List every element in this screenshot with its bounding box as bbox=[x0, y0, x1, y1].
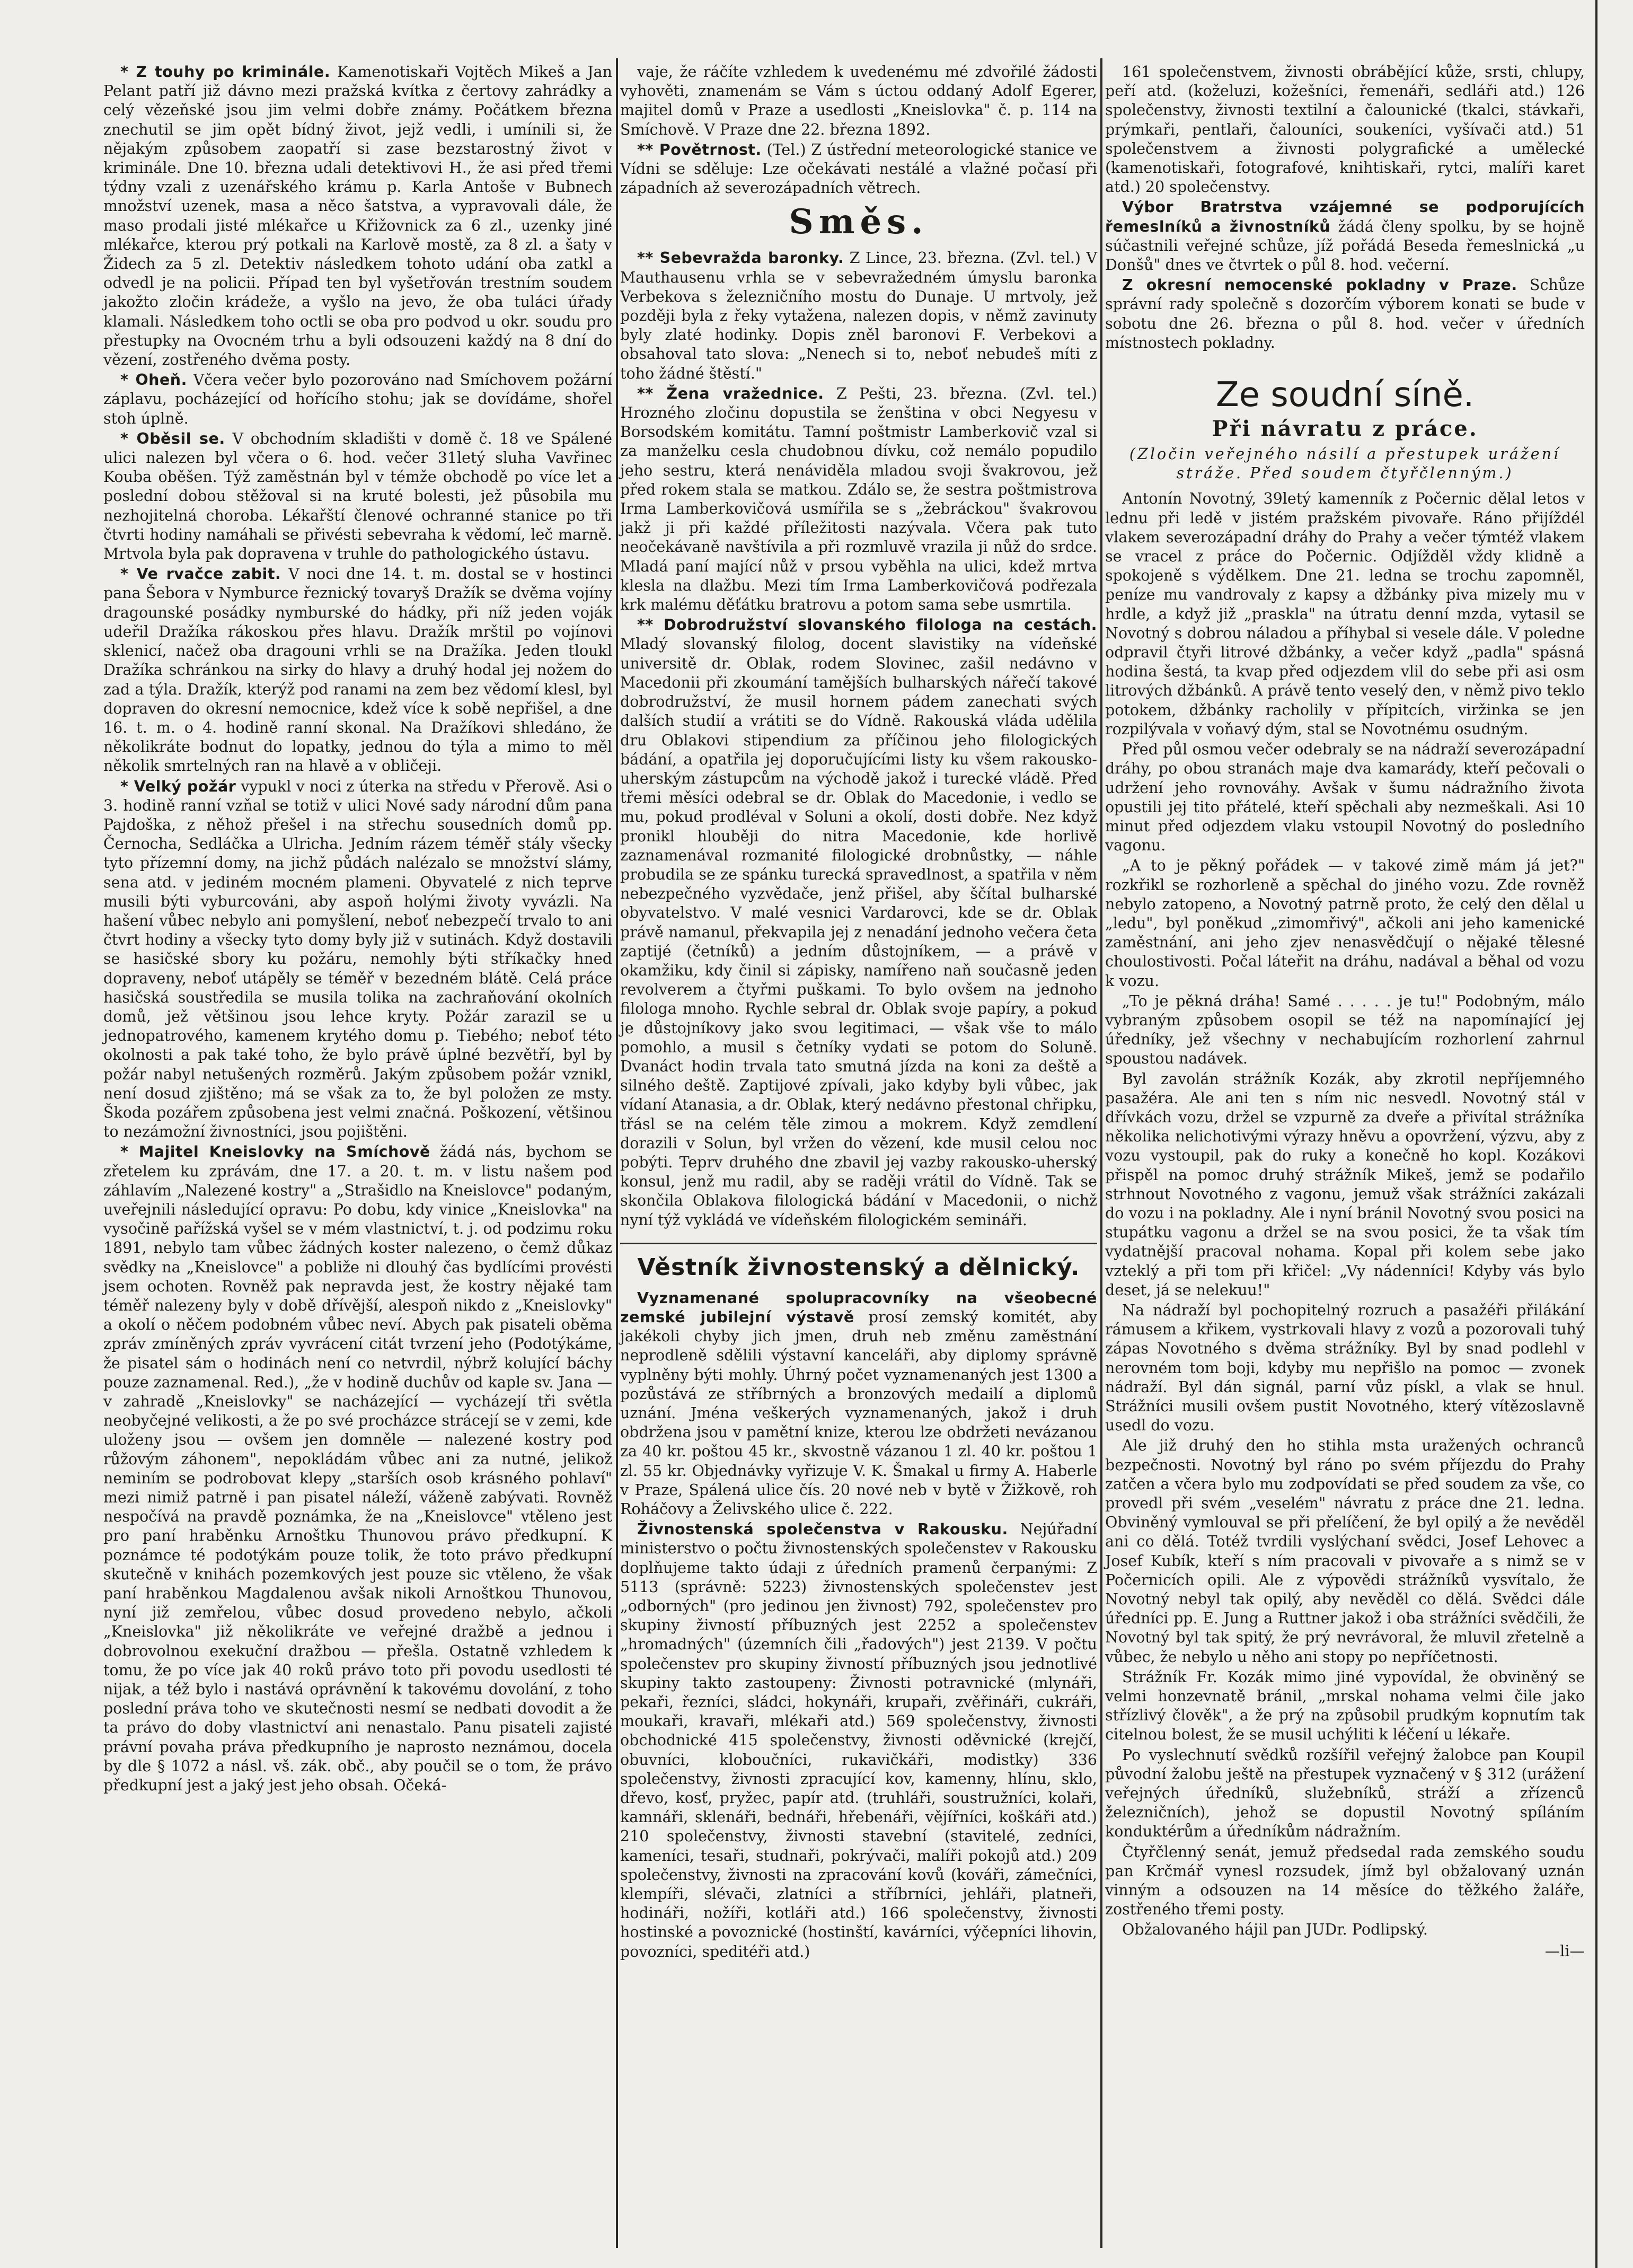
article-text: Před půl osmou večer odebraly se na nádraží severozápadní dráhy, po obou stranách maje dva kamarády, kteří pečovali o udržení jeho rovnováhy. Avšak v šumu nádražního života opustili jej tito přátelé, kteří spěchali aby nezmeškali. Asi 10 minut před odjezdem vlaku vstoupil Novotný do posledního vagonu. bbox=[1105, 741, 1585, 855]
article-text: V noci dne 14. t. m. dostal se v hostinci pana Šebora v Nymburce řeznický tovaryš Dražík se dvěma vojíny dragounské posádky nymburské do hádky, při níž jeden voják udeřil Dražíka rákoskou přes hlavu. Dražík mrštil po vojínovi sklenicí, načež oba dragouni vrhli se na Dražíka. Jeden tloukl Dražíka schránkou na sirky do hlavy a druhý hodal jej nožem do zad a týla. Dražík, kterýž pod ranami na zem bez vědomí klesl, byl dopraven do okresní nemocnice, kdež více k sobě nepřišel, a dne 16. t. m. o 4. hodině ranní skonal. Na Dražíkovi shledáno, že několikráte bodnut do lopatky, jednou do týla a mimo to měl několik smrtelných ran na hlavě a v obličeji. bbox=[103, 565, 612, 775]
section-title-smes: Směs. bbox=[789, 202, 929, 242]
article-paragraph bbox=[1105, 1436, 1585, 1666]
article-headline: ** Sebevražda baronky. bbox=[637, 249, 844, 267]
article-text: Na nádraží byl pochopitelný rozruch a pasažéři přilákání rámusem a křikem, vystrkovali hlavy z vozů a pozorovali tuhý zápas Novotného s dvěma strážníky. Byl by snad podlehl v nerovném tom boji, kdyby mu nepřišlo na pomoc — zvonek nádraží. Byl dán signál, parní vůz pískl, a vlak se hnul. Strážníci musili ovšem pustit Novotného, který vítězoslavně usedl do vozu. bbox=[1105, 1301, 1585, 1435]
article-headline: * Oheň. bbox=[120, 371, 187, 389]
article-text: Kamenotiskaři Vojtěch Mikeš a Jan Pelant patří již dávno mezi pražská kvítka z čertovy zahrádky a celý vězeňské jsou jim velmi dobře známy. Počátkem března znechutil se jim opět bídný život, jejž vedli, i umínili si, že nějakým způsobem zaopatří si zase bezstarostný život v kriminále. Dne 10. března udali detektivovi H., že asi před třemi týdny vzali z uzenářského krámu p. Karla Antoše v Bubnech množství uzenek, masa a něco šatstva, a vypravovali dále, že maso prodali jisté mlékařce u Křižovnick za 6 zl., uzenky jiné mlékařce, kterou prý potkali na Karlově mostě, za 8 zl. a šaty v Židech za 5 zl. Detektiv následkem tohoto udání oba zatkl a odvedl je na policii. Případ ten byl vyšetřován trestním soudem jakožto zločin krádeže, a vyšlo na jevo, že oba tuláci úřady klamali. Následkem toho octli se oba pro podvod u okr. soudu pro přestupky na Ovocném trhu a byli odsouzeni každý na 8 dní do vězení, zostřeného dvěma posty. bbox=[103, 63, 612, 369]
article-paragraph bbox=[620, 616, 1097, 1230]
court-article-title: Při návratu z práce. bbox=[1212, 416, 1478, 442]
article-text: (Tel.) Z ústřední meteorologické stanice ve Vídni se sděluje: Lze očekávati nestálé a vlažné počasí při západních až severozápadních větrech. bbox=[620, 140, 1097, 197]
article-text: vypukl v noci z úterka na středu v Přerově. Asi o 3. hodině ranní vzňal se totiž v ulici Nové sady národní dům pana Pajdoška, z něhož přešel i na střechu sousedních domů pp. Černocha, Sedláčka a Ulricha. Jedním rázem téměř stály všecky tyto přízemní domy, na jichž půdách nalézalo se množství slámy, sena atd. v jediném mocném plameni. Obyvatelé z nich teprve musili býti vyburcováni, aby aspoň holými životy vyvázli. Na hašení vůbec nebylo ani pomyšlení, neboť nebezpečí trvalo to ani čtvrt hodiny a všecky tyto domy byly již v sutinách. Když dostavili se hasičské sbory ku požáru, nemohly býti stříkačky hned dopraveny, neboť utápěly se téměř v bezedném blátě. Celá práce hasičská soustředila se musila tolika na zachraňování okolních domů, jež většinou jsou lehce kryty. Požár zarazil se u jednopatrového, kamenem krytého domu p. Tiebého; neboť této okolnosti a pak také toho, že bylo právě úplné bezvětří, byl by požár nabyl netušených rozměrů. Jakým způsobem požár vznikl, není dosud zjištěno; má se však za to, že byl položen ze msty. Škoda pozářem způsobena jest velmi značná. Poškození, většinou to nezámožní živnostníci, jsou pojištěni. bbox=[103, 777, 613, 1141]
article-paragraph bbox=[1105, 1301, 1585, 1435]
article-paragraph bbox=[1105, 856, 1585, 990]
article-text: vaje, že ráčíte vzhledem k uvedenému mé zdvořilé žádosti vyhověti, znamenám se Vám s úctou oddaný Adolf Egerer, majitel domů v Praze a usedlosti „Kneislovka" č. p. 114 na Smíchově. V Praze dne 22. března 1892. bbox=[620, 63, 1097, 138]
article-paragraph bbox=[1105, 1920, 1585, 1939]
article-text: žádá nás, bychom se zřetelem ku zprávám, dne 17. a 20. t. m. v listu našem pod záhlavím „Nalezené kostry" a „Strašidlo na Kneislovce" podaným, uveřejnili následující opravu: Po dobu, kdy vinice „Kneislovka" na vysočině pařížská vyšel se v mém vlastnictví, t. j. od podzimu roku 1891, nebylo tam vůbec žádných koster nalezeno, o čemž důkaz svědky na „Kneislovce" a pobliže ni dlouhý čas bydlícími provésti jsem ochoten. Rovněž pak nepravda jest, že kostry nějaké tam téměř nalezeny byly v době dřívější, alespoň nikdo z „Kneislovky" a okolí o něčem podobném vůbec neví. Abych pak pisateli oběma zpráv zmíněných zpráv vyvrácení citát tvrzení jeho (Podotýkáme, že pisatel sám o hodinách není co netvrdil, nýbrž kolující báchy pouze zaznamenal. Red.), „že v hodině duchův od kaple sv. Jana — v zahradě „Kneislovky" se nacházející — vycházejí tři světla neobyčejné velikosti, a že po své procházce strácejí se v zemi, kde uloženy jsou — ovšem jen domněle — nalezené kostry pod růžovým záhonem", nepokládám vůbec ani za nutné, jelikož neminím se podrobovat klepy „starších osob krásného pohlaví" mezi nimiž patrně i pan pisatel náleží, váženě zabývati. Rovněž nespočívá na pravdě poznámka, že na „Kneislovce" vtěleno jest pro paní hraběnku Arnoštku Thunovou právo předkupní. K poznámce té podotýkám pouze tolik, že toto právo předkupní skutečně v knihách pozemkových jest pouze sic vtěleno, že však paní hraběnkou Magdalenou avšak nikoli Arnoštkou Thunovou, nyní již zemřelou, vůbec dosud provedeno nebylo, ačkoli „Kneislovka" již několikráte ve veřejné dražbě a jednou i dobrovolnou exekuční dražbou — přešla. Ostatně vzhledem k tomu, že po více jak 40 roků právo toto při povodu usedlosti té nijak, a též bylo i nastává oprávnění k takovému dovolání, z toho poslední práva toho ve skutečnosti nesmí se nedbati dovodit a že ta právo do doby vlastnictví ani nenastalo. Panu pisateli zajisté právní povaha práva předkupního je naprosto neznámou, docela by dle § 1072 a násl. vš. zák. obč., aby poučil se o tom, že právo předkupní jest a jaký jest jeho obsah. Očeká- bbox=[103, 1143, 613, 1795]
article-paragraph bbox=[1105, 198, 1585, 275]
article-headline: ** Dobrodružství slovanského filologa na cestách. bbox=[637, 616, 1097, 634]
column-left bbox=[103, 63, 612, 1795]
article-paragraph bbox=[103, 63, 612, 370]
article-paragraph bbox=[1105, 489, 1585, 739]
article-text: Mladý slovanský filolog, docent slavistiky na vídeňské universitě dr. Oblak, rodem Slovinec, zašil nedávno v Macedonii při zkoumání tamějších bulharských nářečí takové dobrodružství, že musil hornem pádem zanechati svých dalších studií a vrátiti se do Vídně. Rakouská vláda udělila dru Oblakovi stipendium za příčinou jeho filologických bádání, a opatřila jej doporučujícími listy ku všem rakousko-uherským zástupcům na východě jakož i turecké vládě. Před třemi měsíci odebral se dr. Oblak do Macedonie, i vedlo se mu, pokud prodléval v Soluni a okolí, dosti dobře. Nez když pronikl hlouběji do nitra Macedonie, kde horlivě zaznamenával rozmanité filologické drobnůstky, — náhle probudila se ze spánku turecká spravedlnost, a spatřila v něm nebezpečného vyzvědače, jenž přišel, aby ščítal bulharské obyvatelstvo. V malé vesnici Vardarovci, kde se dr. Oblak právě namanul, překvapila jej z nenadání jednoho večera četa zaptijé (četníků) a jedním důstojníkem, — a právě v okamžiku, kdy činil si zápisky, namířeno naň současně jeden revolverem a čtyřmi puškami. To bylo ovšem na jednoho filologa mnoho. Rychle sebral dr. Oblak svoje papíry, a pokud je důstojníkovy jako svou legitimaci, — však vše to málo pomohlo, a musil s četníky vydati se potom do Soluně. Dvanáct hodin trvala tato smutná jízda na koni za deště a silného deště. Zaptijové zpívali, jako kdyby byli vůbec, jak vídaní Atanasia, a dr. Oblak, který nedávno přestonal chřipku, třásl se na celém těle zimou a mokrem. Když zemdlení dorazili v Solun, byl vržen do vězení, kde musil celou noc pobýti. Teprv druhého dne zbavil jej vazby rakousko-uherský konsul, jenž mu radil, aby se raději vrátil do Vídně. Tak se skončila Oblakova filologická bádání v Macedonii, o nichž nyní týž vykládá ve vídeňském filologickém semináři. bbox=[620, 635, 1097, 1229]
article-text: Z Pešti, 23. března. (Zvl. tel.) Hrozného zločinu dopustila se ženština v obci Negyesu v Borsodském komitátu. Tamní poštmistr Lamberkovič vzal si za manželku cesla chudobnou dívku, což nemálo popudilo jeho sestru, která nenáviděla mladou svoji švakrovou, jež před rokem stala se matkou. Zdálo se, že sestra poštmistrova Irma Lamberkovičová usmířila se s „žebráckou" švakrovou jakž ji při každé příležitosti nazývala. Včera pak tuto neočekávaně navštívila a při rozmluvě vrazila ji nůž do srdce. Mladá paní mající nůž v prsou vyběhla na ulici, kdež mrtva klesla na dlažbu. Mezi tím Irma Lamberkovičová podřezala krk malému děťátku bratrovu a potom sama sebe usmrtila. bbox=[620, 384, 1098, 614]
article-headline: * Ve rvačce zabit. bbox=[120, 565, 281, 583]
article-headline: ** Žena vražednice. bbox=[637, 384, 824, 402]
article-paragraph bbox=[1105, 1843, 1585, 1920]
article-paragraph bbox=[620, 140, 1097, 198]
article-headline: Vyznamenané spolupracovníky na všeobecné zemské jubilejní výstavě bbox=[620, 1289, 1097, 1326]
article-headline: ** Povětrnost. bbox=[637, 140, 762, 159]
article-text: Obžalovaného hájil pan JUDr. Podlipský. bbox=[1122, 1921, 1428, 1939]
article-paragraph bbox=[103, 371, 612, 428]
article-paragraph bbox=[620, 1289, 1097, 1519]
article-text: žádá členy spolku, by se hojně súčastnili veřejné schůze, jíž pořádá Beseda řemeslnická „u Donšů" dnes ve čtvrtek o půl 8. hod. večerní. bbox=[1105, 217, 1585, 274]
article-headline: Výbor Bratrstva vzájemné se podporujících řemeslníků a živnostníků bbox=[1105, 198, 1585, 235]
column-divider-2 bbox=[1100, 58, 1102, 2248]
article-text: Strážník Fr. Kozák mimo jiné vypovídal, že obviněný se velmi honzevnatě bránil, „mrskal nohama velmi čile jako střízlivý člověk", a že prý na způsobil prudkým kopnutím tak citelnou bolest, že se musil uchýliti k léčení u lékaře. bbox=[1105, 1668, 1585, 1744]
article-paragraph bbox=[1105, 1070, 1585, 1300]
article-text: Schůze správní rady společně s dozorčím výborem konati se bude v sobotu dne 26. března o půl 8. hod. večer v úředních místnostech pokladny. bbox=[1105, 276, 1585, 351]
article-paragraph bbox=[103, 1142, 612, 1795]
column-middle bbox=[620, 63, 1097, 1962]
article-text: Ale již druhý den ho stihla msta uražených ochranců bezpečnosti. Novotný byl ráno po svém příjezdu do Prahy zatčen a včera bylo mu zodpovídati se před soudem za vše, co provedl při svém „veselém" návratu z práce dne 21. ledna. Obviněný vymlouval se při přelíčení, že byl opilý a že nevěděl ani co dělá. Totéž tvrdili vyslýchaní svědci, Josef Lehovec a Josef Kubík, kteří s ním pracovali v pivovaře a s nimž se v Počernicích opili. Ale z výpovědi strážníků vysvítalo, že Novotný nebyl tak opilý, aby nevěděl co dělá. Svědci dále úředníci pp. E. Jung a Ruttner jakož i oba strážníci svědčili, že Novotný byl tak spitý, že prý nevrávoral, že mluvil zřetelně a vůbec, že nebylo u něho ani stopy po nepříčetnosti. bbox=[1105, 1437, 1585, 1666]
article-paragraph bbox=[620, 384, 1097, 614]
article-paragraph bbox=[103, 565, 612, 776]
author-signature: —li— bbox=[1544, 1942, 1585, 1960]
court-article-caption: (Zločin veřejného násilí a přestupek urážení stráže. Před soudem čtyřčlenným.) bbox=[1129, 445, 1561, 482]
column-right bbox=[1105, 63, 1585, 1961]
article-text: Z Lince, 23. března. (Zvl. tel.) V Mauthausenu vrhla se v sebevražedném úmyslu baronka Verbekova s železničního mostu do Dunaje. U mrtvoly, jež později byla z řeky vytažena, nalezen dopis, v němž zavinuty byly zlaté hodinky. Dopis zněl baronovi F. Verbekovi a obsahoval tato slova: „Nenech si to, neboť nebudeš míti z toho žádné štěstí." bbox=[620, 249, 1098, 382]
right-top-articles bbox=[1105, 63, 1585, 353]
article-text: Včera večer bylo pozorováno nad Smíchovem požární záplavu, pocházející od hořícího stohu; jak se dovídáme, shořel stoh úplně. bbox=[103, 371, 613, 427]
column-divider-1 bbox=[616, 58, 618, 2248]
section-title-vestnik: Věstník živnostenský a dělnický. bbox=[620, 1243, 1097, 1282]
article-paragraph bbox=[1105, 740, 1585, 855]
article-headline: * Velký požár bbox=[120, 777, 236, 795]
court-article-body bbox=[1105, 489, 1585, 1939]
article-text: V obchodním skladišti v domě č. 18 ve Spálené ulici nalezen byl včera o 6. hod. večer 31letý sluha Vavřinec Kouba oběšen. Týž zaměstnán byl v témže obchodě po více let a poslední dobou stěžoval si na kruté bolesti, jež působila mu nezhojitelná choroba. Lékařští členové ochranné stanice po tři čtvrti hodiny namáhali se přivésti sebevraha k vědomí, leč marně. Mrtvola byla pak dopravena v truhle do pathologického ústavu. bbox=[103, 429, 613, 563]
middle-miscellany-articles bbox=[620, 249, 1097, 1229]
article-text: „To je pěkná dráha! Samé . . . . . je tu!" Podobným, málo vybraným způsobem osopil se též na napomínající jej úředníky, jež všechny v nechabujícím rozhorlení zahrnul spoustou nadávek. bbox=[1105, 992, 1585, 1068]
article-text: Byl zavolán strážník Kozák, aby zkrotil nepříjemného pasažéra. Ale ani ten s ním nic nesvedl. Novotný stál v dřívkách vozu, držel se vzpurně za dveře a přivítal strážníka několika nelichotivými výrazy hněvu a opovržení, výzvu, aby z vozu vystoupil, pak do ruky a konečně ho kopl. Kozákovi přispěl na pomoc druhý strážník Mikeš, jemž se podařilo strhnout Novotného z vagonu, jemuž však strážníci zakázali do vozu i na pokladny. Ale i nyní bránil Novotný svou posici na stupátku vagonu a držel se na svou posici, že ta však tím vydatnější pracoval nohama. Kopal při kolem sebe jako vzteklý a při tom při křičel: „Vy nádenníci! Kdyby vás bylo deset, já se nelekuu!" bbox=[1105, 1070, 1585, 1299]
article-text: Nejúřadní ministerstvo o počtu živnostenských společenstev v Rakousku doplňujeme takto údaji z úředních pramenů čerpanými: Z 5113 (správně: 5223) živnostenských společenstev jest „odborných" (pro jedinou jen živnost) 792, společenstev pro skupiny živností příbuzných jest 2252 a společenstev „hromadných" (územních čili „řadových") jest 2139. V počtu společenstev pro skupiny živností příbuzných jsou jednotlivé skupiny takto zastoupeny: Živnosti potravnické (mlynáři, pekaři, řezníci, sládci, hokynáři, krupaři, zvěřináři, cukráři, moukaři, kravaři, mlékaři atd.) 569 společenstvy, živnosti obchodnické 415 společenstvy, živnosti oděvnické (krejčí, obuvníci, kloboučníci, rukavičkáři, modistky) 336 společenstvy, živnosti zpracující kov, kamenny, hlínu, sklo, dřevo, kosť, pryžec, papír atd. (truhláři, soustružníci, kolaři, kamnáři, sklenáři, bednáři, hřebenáři, vějířníci, koškáři atd.) 210 společenstvy, živnosti stavební (stavitelé, zedníci, kameníci, tesaři, studnaři, pokrývači, malíři pokojů atd.) 209 společenstvy, živnosti na zpracování kovů (kováři, zámečníci, klempíři, slévači, zlatníci a stříbrníci, jehláři, platneři, hodináři, nožíři, kotláři atd.) 166 společenstvy, živnosti hostinské a povoznické (hostinští, kavárníci, výčepníci lihovin, povozníci, speditéři atd.) bbox=[620, 1520, 1097, 1961]
article-text: prosí zemský komitét, aby jakékoli chyby jich jmen, druh neb změnu zaměstnání neprodleně sdělili výstavní kanceláři, aby diplomy správně vyplněny býti mohly. Úhrný počet vyznamenaných jest 1300 a pozůstává ze stříbrných a bronzových medailí a diplomů uznání. Jména veškerých vyznamenaných, jakož i druh obdržena jsou v pamětní knize, kterou lze obdržeti nevázanou za 40 kr. poštou 45 kr., skvostně vázanou 1 zl. 40 kr. poštou 1 zl. 55 kr. Objednávky vyřizuje V. K. Šmakal u firmy A. Haberle v Praze, Spálená ulice čís. 20 nové neb v bytě v Žižkově, roh Roháčovy a Želivského ulice č. 222. bbox=[620, 1308, 1097, 1518]
article-text: „A to je pěkný pořádek — v takové zimě mám já jet?" rozkřikl se rozhorleně a spěchal do jiného vozu. Zde rovněž nebylo zatopeno, a Novotný patrně proto, že celý den dělal u „ledu", byl poněkud „zimomřivý", ačkoli ani jeho kamenické zaměstnání, ani jeho zjev nenasvědčují o nějaké tělesné choulostivosti. Počal láteřit na dráhu, nadával a běhal od vozu k vozu. bbox=[1105, 857, 1585, 990]
page-edge-line bbox=[1595, 0, 1597, 2268]
article-paragraph bbox=[1105, 276, 1585, 353]
middle-top-articles bbox=[620, 63, 1097, 198]
article-headline: * Oběsil se. bbox=[120, 429, 225, 447]
article-text: 161 společenstvem, živnosti obrábějící kůže, srsti, chlupy, peří atd. (koželuzi, kožešníci, řemenáři, sedláři atd.) 126 společenstvy, živnosti textilní a čalounické (tkalci, stávkaři, prýmkaři, pentlaři, čalouníci, soukeníci, vyšívači atd.) 51 společenstvem a živnosti polygrafické a umělecké (kamenotiskaři, fotografové, knihtiskaři, rytci, malíři karet atd.) 20 společenstvy. bbox=[1105, 63, 1585, 196]
article-text: Antonín Novotný, 39letý kamenník z Počernic dělal letos v lednu při ledě v jistém pražském pivovaře. Ráno přijíždél vlakem severozápadní dráhy do Prahy a večer týmtéž vlakem se vracel z práce do Počernic. Odjížděl vždy klidně a spokojeně s výdělkem. Dne 21. ledna se trochu zapomněl, peníze mu vandrovaly z kapsy a džbánky piva mizely mu v hrdle, a když již „praskla" na útratu denní mzda, vytasil se Novotný s dobrou náladou a příhybal si vesele dále. V poledne odpravil čtyři litrové džbánky, a večer když „padla" spásná hodina šestá, ta kvap před odjezdem vlil do sebe při asi osm litrových džbánků. A právě tento veselý den, v němž pivo teklo potokem, džbánky racholily v přípitcích, viržinka se jen rozpilývala v voňavý dým, stal se Novotnému osudným. bbox=[1105, 490, 1585, 738]
middle-bulletin-articles bbox=[620, 1289, 1097, 1962]
article-headline: Živnostenská společenstva v Rakousku. bbox=[637, 1520, 1008, 1539]
article-paragraph bbox=[1105, 1668, 1585, 1745]
article-paragraph bbox=[620, 63, 1097, 139]
article-paragraph bbox=[1105, 992, 1585, 1069]
article-headline: * Z touhy po kriminále. bbox=[120, 63, 331, 81]
article-paragraph bbox=[1105, 63, 1585, 197]
article-text: Po vyslechnutí svědků rozšířil veřejný žalobce pan Koupil původní žalobu ještě na přestupek vyznačený v § 312 (urážení veřejných úředníků, služebníků, stráží a zřízenců železničních), jehož se dopustil Novotný spíláním konduktérům a úředníkům nádražním. bbox=[1105, 1746, 1585, 1841]
article-paragraph bbox=[1105, 1746, 1585, 1842]
article-paragraph bbox=[103, 777, 612, 1142]
article-headline: * Majitel Kneislovky na Smíchově bbox=[120, 1143, 430, 1161]
article-headline: Z okresní nemocenské pokladny v Praze. bbox=[1122, 276, 1517, 294]
article-paragraph bbox=[103, 429, 612, 564]
article-text: Čtyřčlenný senát, jemuž předsedal rada zemského soudu pan Krčmář vynesl rozsudek, jímž byl obžalovaný uznán vinným a odsouzen na 14 měsíce do těžkého žaláře, zostřeného třemi posty. bbox=[1105, 1843, 1585, 1919]
section-title-court: Ze soudní síně. bbox=[1215, 375, 1475, 415]
article-paragraph bbox=[620, 1520, 1097, 1962]
article-paragraph bbox=[620, 249, 1097, 383]
